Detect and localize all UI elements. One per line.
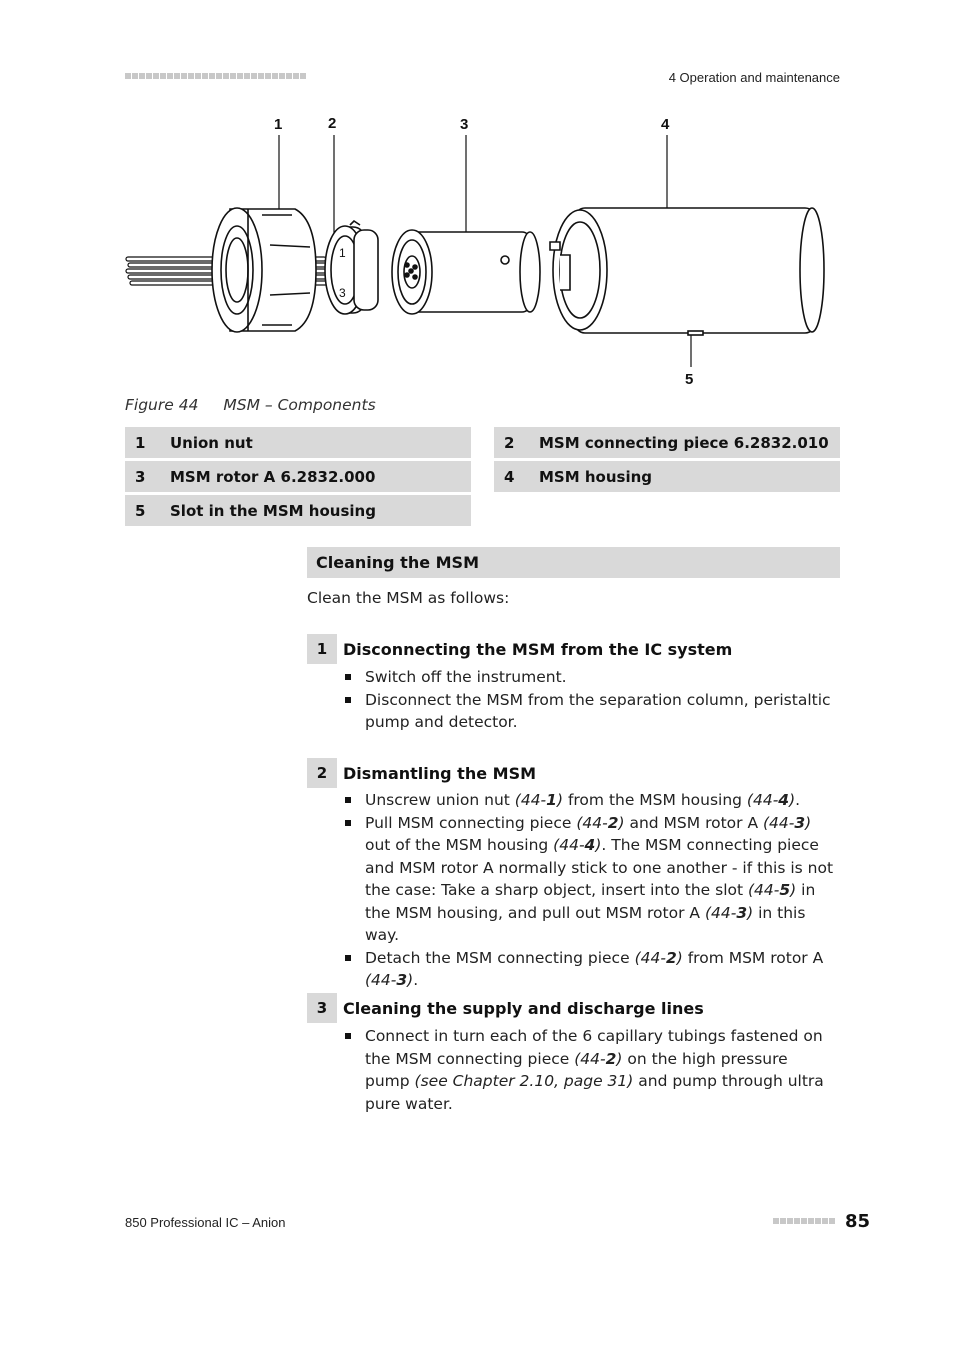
legend-item-3: [125, 461, 471, 492]
section-intro: Clean the MSM as follows:: [307, 589, 510, 607]
callout-1: 1: [274, 116, 283, 133]
step-title: Dismantling the MSM: [343, 764, 537, 783]
connecting-piece-drawing: [325, 221, 378, 314]
legend-label: MSM rotor A 6.2832.000: [170, 467, 376, 486]
step-number: 1: [307, 634, 337, 664]
figure-caption-title: MSM – Components: [223, 396, 376, 414]
step-2-bullets: [343, 789, 837, 992]
header-section-title: 4 Operation and maintenance: [668, 70, 840, 85]
figure-caption: [125, 396, 376, 414]
legend-number: 5: [135, 501, 146, 520]
bullet-item: Disconnect the MSM from the separation column, peristaltic pump and detector.: [343, 689, 833, 734]
step-number: 2: [307, 758, 337, 788]
svg-text:3: 3: [339, 286, 346, 300]
union-nut-drawing: [212, 208, 316, 332]
page-number: 85: [845, 1211, 871, 1232]
legend-label: MSM housing: [539, 467, 653, 486]
legend-item-1: [125, 427, 471, 458]
bullet-item: Pull MSM connecting piece (44-2) and MSM rotor A (44-3) out of the MSM housing (44-4). The MSM connecting piece and MSM rotor A normally stick to one another - if this is not the case: Take a sharp object, insert into the slot (44-5) in the MSM housing, and pull out MSM rotor A (44-3) in this way.: [343, 812, 837, 947]
figure-caption-label: Figure 44: [125, 396, 199, 414]
step-title: Cleaning the supply and discharge lines: [343, 999, 704, 1018]
bullet-item: Unscrew union nut (44-1) from the MSM housing (44-4).: [343, 789, 837, 812]
legend-item-4: [494, 461, 840, 492]
footer-product: 850 Professional IC – Anion: [125, 1215, 286, 1230]
legend-number: 4: [504, 467, 515, 486]
legend-label: MSM connecting piece 6.2832.010: [539, 433, 829, 452]
svg-text:1: 1: [339, 246, 346, 260]
callout-3: 3: [460, 116, 469, 133]
section-heading: Cleaning the MSM: [307, 547, 840, 578]
legend-item-2: [494, 427, 840, 458]
bullet-item: Connect in turn each of the 6 capillary tubings fastened on the MSM connecting piece (44-2) on the high pressure pump (see Chapter 2.10, page 31) and pump through ultra pure water.: [343, 1025, 837, 1115]
callout-2: 2: [328, 115, 337, 132]
rotor-drawing: [392, 230, 540, 314]
bullet-item: Switch off the instrument.: [343, 666, 833, 689]
legend-number: 1: [135, 433, 146, 452]
header-decoration: [125, 73, 306, 79]
legend-number: 2: [504, 433, 515, 452]
footer-decoration: [773, 1218, 835, 1224]
legend-item-5: [125, 495, 471, 526]
legend-label: Union nut: [170, 433, 253, 452]
step-1-bullets: [343, 666, 833, 734]
step-title: Disconnecting the MSM from the IC system: [343, 640, 733, 659]
callout-5: 5: [685, 371, 694, 388]
callout-4: 4: [661, 116, 670, 133]
msm-components-figure: [120, 105, 835, 395]
step-3-bullets: [343, 1025, 837, 1115]
bullet-item: Detach the MSM connecting piece (44-2) from MSM rotor A (44-3).: [343, 947, 837, 992]
legend-number: 3: [135, 467, 146, 486]
legend-label: Slot in the MSM housing: [170, 501, 376, 520]
housing-drawing: [550, 208, 824, 335]
step-number: 3: [307, 993, 337, 1023]
